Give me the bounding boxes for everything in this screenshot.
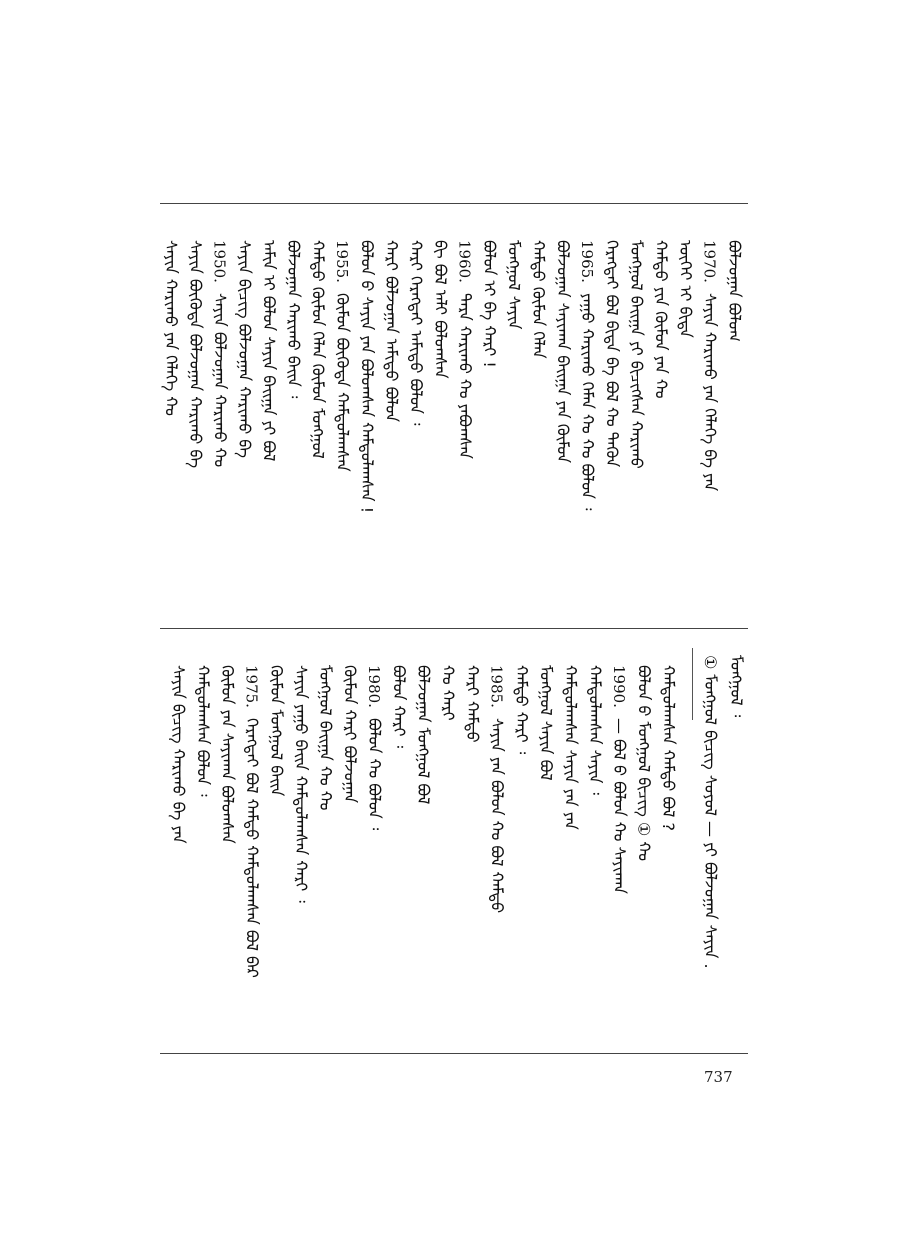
verse-text: ᠬᠡᠷᠡᠭᠲᠡᠢ ᠪᠣᠯ ᠬᠠᠮᠲᠤ ᠬᠠᠮᠲᠤᠯᠠᠭᠰᠠᠨ ᠪᠣᠯ ᠪᠠᠷ <box>242 717 262 978</box>
verse-text: ᠰᠠᠶᠢᠨ ᠪᠣᠯᠵᠣᠭᠠᠨ ᠬᠠᠷᠢᠬᠤ ᠬᠤ <box>210 292 230 468</box>
verse-text: ᠬᠠᠷᠢ ᠪᠣᠯᠵᠣᠭᠠᠨ ᠠᠮᠢᠳᠤ ᠪᠣᠯᠤᠨ <box>382 240 401 423</box>
bottom-section-line <box>195 665 211 797</box>
verse-text: — ᠪᠣᠯ ᠪ ᠪᠣᠯᠤᠨ ᠬᠤ ᠰᠠᠶᠢᠬᠠᠨ <box>610 717 629 894</box>
top-section-line <box>457 240 473 459</box>
top-section-line <box>212 240 228 467</box>
verse-text: ᠮᠣᠩᠭᠣᠯ ᠄ <box>727 655 746 718</box>
verse-text: ᠬᠡᠷᠡᠭᠲᠡᠢ ᠪᠣᠯ ᠪᠢᠳᠡ ᠪᠠ ᠪᠣᠯ ᠬᠤ ᠲᠡᠭᠦᠨ <box>602 240 622 468</box>
footnote-line <box>702 655 718 969</box>
bottom-section-line <box>562 665 578 830</box>
year-label: 1975. <box>242 665 261 708</box>
top-section-line <box>432 240 448 379</box>
year-label: 1980. <box>365 665 383 708</box>
top-section-line <box>579 240 595 511</box>
bottom-section-line <box>415 665 431 804</box>
bottom-section-line <box>611 665 627 894</box>
bottom-section-line <box>538 665 554 781</box>
verse-text: ᠶᠠᠭᠤ ᠬᠠᠷᠢᠬᠤ ᠬᠡᠮᠡᠨ ᠬᠤ ᠬᠤ ᠪᠣᠯᠤᠨ ᠄ <box>578 292 597 511</box>
verse-text: ᠪᠣᠯᠤᠨ ᠬᠠᠷᠢ ᠄ <box>389 665 409 749</box>
year-label: 1970. <box>700 240 719 283</box>
bottom-section-line <box>342 665 358 803</box>
bottom-section-line <box>513 665 529 754</box>
verse-text: ᠪᠣᠯᠵᠣᠭᠠᠨ ᠮᠣᠩᠭᠣᠯ ᠪᠣᠯ <box>414 665 433 805</box>
verse-text: ᠰᠠᠶᠢᠨ ᠶᠠᠨ ᠪᠣᠯᠤᠨ ᠬᠤ ᠪᠣᠯ ᠬᠠᠮᠲᠤ <box>487 717 507 914</box>
top-section-line <box>163 240 179 416</box>
top-section-line <box>506 240 522 330</box>
top-section-line <box>604 240 620 467</box>
verse-text: ᠬᠠᠮᠲᠤ ᠬᠦᠮᠦᠨ ᠬᠡᠯᠡᠨ ᠬᠦᠮᠦᠨ ᠮᠣᠩᠭᠣᠯ <box>308 240 328 459</box>
verse-text: ᠮᠣᠩᠭᠣᠯ ᠰᠠᠶᠢᠨ <box>504 240 524 330</box>
bottom-section-line <box>587 665 603 795</box>
middle-rule <box>160 628 748 629</box>
verse-text: ᠮᠣᠩᠭᠣᠯ ᠪᠠᠢᠭᠠ ᠬᠤ ᠬᠤ <box>316 665 335 811</box>
year-label: 1985. <box>487 665 506 708</box>
verse-text: ᠰᠠᠶᠢᠨ ᠪᠢᠴᠢᠭ ᠬᠠᠷᠢᠬᠤ ᠪᠠ ᠶᠠᠨ <box>169 665 188 844</box>
verse-text: ᠬᠦᠮᠦᠨ ᠬᠠᠷᠢ ᠪᠣᠯᠵᠣᠭᠠᠨ <box>340 665 360 804</box>
top-section-line <box>530 240 546 359</box>
verse-text: ᠪᠣᠯᠵᠣᠭᠠᠨ ᠬᠠᠷᠢᠬᠤ ᠪᠠᠢᠨ ᠄ <box>284 240 303 399</box>
verse-text: ᠬᠦᠮᠦᠨ ᠶᠠᠨ ᠰᠠᠶᠢᠬᠠᠨ ᠪᠣᠯᠤᠭᠰᠠᠨ <box>218 665 237 844</box>
year-label: 1950. <box>210 240 229 283</box>
top-section-line <box>653 240 669 399</box>
bottom-section-line <box>366 665 382 830</box>
verse-text: ᠬᠠᠮᠲᠤᠯᠠᠭᠰᠠᠨ ᠰᠠᠶᠢᠨ ᠶᠠᠨ ᠶᠠᠨ <box>561 665 580 830</box>
bottom-rule <box>160 1053 748 1054</box>
top-section-line <box>334 240 350 472</box>
verse-text: ᠬᠦᠮᠦᠨ ᠪᠦᠭᠦᠳᠡ ᠬᠠᠮᠲᠤᠯᠠᠭᠰᠠᠨ <box>333 292 352 472</box>
year-label: 1990. <box>610 665 628 708</box>
footnote-rule <box>692 648 693 720</box>
verse-text: ᠪᠣᠯᠤᠨ ᠪ ᠮᠣᠩᠭᠣᠯ ᠪᠢᠴᠢᠭ ① ᠬᠤ <box>634 665 654 861</box>
year-label: 1965. <box>578 240 596 283</box>
verse-text: ᠬᠠᠮᠲᠤ ᠬᠦᠮᠦᠨ ᠬᠡᠯᠡᠨ <box>529 240 548 359</box>
bottom-section-line <box>464 665 480 743</box>
verse-text: ᠮᠣᠩᠭᠣᠯ ᠪᠠᠢᠭᠠ ᠶᠢ ᠪᠢᠴᠢᠭᠰᠡᠨ ᠬᠠᠷᠢᠬᠤ <box>627 240 646 469</box>
bottom-section-line <box>660 665 676 831</box>
year-label: 1960. <box>455 240 474 283</box>
verse-text: ᠲᠡᠷᠡ ᠬᠠᠷᠢᠬᠤ ᠬᠤ ᠶᠠᠪᠤᠭᠰᠠᠨ <box>455 292 475 459</box>
bottom-section-line <box>391 665 407 748</box>
top-section-line <box>555 240 571 463</box>
year-label: 1955. <box>333 240 351 283</box>
top-section-line <box>408 240 424 425</box>
top-section-line <box>726 240 742 342</box>
verse-text: ᠬᠠᠮᠲᠤ ᠬᠠᠷᠢ ᠄ <box>512 665 531 755</box>
top-section-line <box>187 240 203 468</box>
verse-text: ᠠᠮᠢᠨ ᠢ ᠪᠣᠯᠤᠨ ᠰᠠᠶᠢᠨ ᠪᠠᠢᠭᠠ ᠶᠢ ᠪᠣᠯ <box>259 240 279 462</box>
top-section-line <box>285 240 301 398</box>
bottom-section-line <box>440 665 456 721</box>
verse-text: ᠬᠠᠮᠲᠤᠯᠠᠭᠰᠠᠨ ᠬᠠᠮᠲᠤ ᠪᠣᠯ ? <box>659 665 678 831</box>
verse-text: ᠪᠣᠯᠵᠣᠭᠠᠨ ᠪᠤᠯᠤᠭ <box>725 240 744 342</box>
verse-text: ᠪᠣᠯᠤᠨ ᠪ ᠰᠠᠶᠢᠨ ᠶᠠᠨ ᠪᠣᠯᠤᠭᠰᠠᠨ ᠬᠠᠮᠲᠤᠯᠠᠭᠰᠠᠨ ! <box>357 240 377 514</box>
bottom-section-line <box>170 665 186 844</box>
verse-text: ᠰᠠᠶᠢᠨ ᠬᠠᠷᠢᠬᠤ ᠶᠠᠨ ᠬᠡᠯᠡᠭᠡ ᠪᠠ ᠶᠠᠨ <box>700 292 720 492</box>
top-section-line <box>261 240 277 461</box>
verse-text: ᠬᠠᠮᠲᠤᠯᠠᠭᠰᠠᠨ ᠰᠠᠶᠢᠨ ᠄ <box>585 665 605 795</box>
verse-text: ᠰᠠᠶᠢᠨ ᠪᠦᠭᠦᠳᠡ ᠪᠣᠯᠵᠣᠭᠠᠨ ᠬᠠᠷᠢᠬᠤ ᠪᠠ <box>186 240 205 469</box>
bottom-section-line <box>293 665 309 903</box>
verse-text: ᠰᠠᠶᠢᠨ ᠶᠠᠭᠤ ᠪᠠᠢᠨ ᠬᠠᠮᠲᠤᠯᠠᠭᠰᠠᠨ ᠬᠠᠷᠢ ᠄ <box>291 665 311 903</box>
verse-text: ᠬᠦᠮᠦᠨ ᠮᠣᠩᠭᠣᠯ ᠪᠠᠢᠨ <box>267 665 286 797</box>
verse-text: ᠬᠠᠮᠲᠤ ᠶᠢᠨ ᠬᠦᠮᠦᠨ ᠶᠠᠨ ᠬᠤ <box>651 240 671 399</box>
top-section-line <box>481 240 497 368</box>
top-rule <box>160 203 748 204</box>
verse-text: ᠦᠭᠡᠢ ᠢ ᠪᠢᠳᠡ <box>676 240 695 338</box>
top-section-line <box>677 240 693 338</box>
top-section-line <box>702 240 718 491</box>
verse-text: ᠪᠢ ᠪᠣᠯ ᠠᠯᠢ ᠪᠣᠯᠤᠭᠰᠠᠨ <box>431 240 450 379</box>
bottom-section-line <box>636 665 652 861</box>
verse-text: ᠬᠠᠮᠲᠤᠯᠠᠭᠰᠠᠨ ᠪᠣᠯᠤᠨ ᠄ <box>193 665 213 797</box>
top-section-line <box>236 240 252 458</box>
verse-text: ᠪᠣᠯᠤᠨ ᠢ ᠪᠠ ᠬᠠᠷᠢ ! <box>480 240 499 368</box>
verse-text: ᠪᠣᠯᠵᠣᠭᠠᠨ ᠰᠠᠶᠢᠬᠠᠨ ᠪᠠᠢᠭᠠ ᠶᠠᠨ ᠬᠦᠮᠦᠨ <box>553 240 573 464</box>
bottom-section-line <box>219 665 235 844</box>
bottom-section-line <box>489 665 505 913</box>
verse-text: ᠰᠠᠶᠢᠨ ᠪᠢᠴᠢᠭ ᠪᠣᠯᠵᠣᠭᠠᠨ ᠬᠠᠷᠢᠬᠤ ᠪᠠ <box>235 240 254 459</box>
verse-text: ① ᠮᠣᠩᠭᠣᠯ ᠪᠢᠴᠢᠭ ᠰᠣᠶᠣᠯ — ᠶᠢ ᠪᠣᠯᠵᠣᠭᠠᠨ ᠰᠠᠶᠢᠨ . <box>701 655 720 969</box>
verse-text: ᠮᠣᠩᠭᠣᠯ ᠰᠠᠶᠢᠨ ᠪᠣᠯ <box>536 665 556 781</box>
footnote-line <box>728 655 744 717</box>
top-section-line <box>359 240 375 513</box>
top-section-line <box>628 240 644 469</box>
verse-text: ᠬᠠᠷᠢ ᠬᠡᠷᠡᠭᠲᠡᠢ ᠠᠮᠢᠳᠤ ᠪᠣᠯᠤᠨ ᠄ <box>406 240 426 426</box>
top-section-line <box>383 240 399 422</box>
verse-text: ᠬᠠᠷᠢ ᠬᠠᠮᠲᠤ <box>463 665 482 743</box>
page-number: 737 <box>704 1068 733 1086</box>
bottom-section-line <box>317 665 333 810</box>
verse-text: ᠬᠤ ᠬᠠᠷᠢ <box>438 665 458 721</box>
bottom-section-line <box>268 665 284 796</box>
verse-text: ᠰᠠᠶᠢᠨ ᠬᠠᠷᠢᠬᠤ ᠶᠠᠨ ᠬᠡᠯᠡᠭᠡ ᠬᠤ <box>161 240 181 416</box>
verse-text: ᠪᠣᠯᠤᠨ ᠬᠤ ᠪᠣᠯᠤᠨ ᠄ <box>365 717 384 831</box>
top-section-line <box>310 240 326 459</box>
bottom-section-line <box>244 665 260 978</box>
